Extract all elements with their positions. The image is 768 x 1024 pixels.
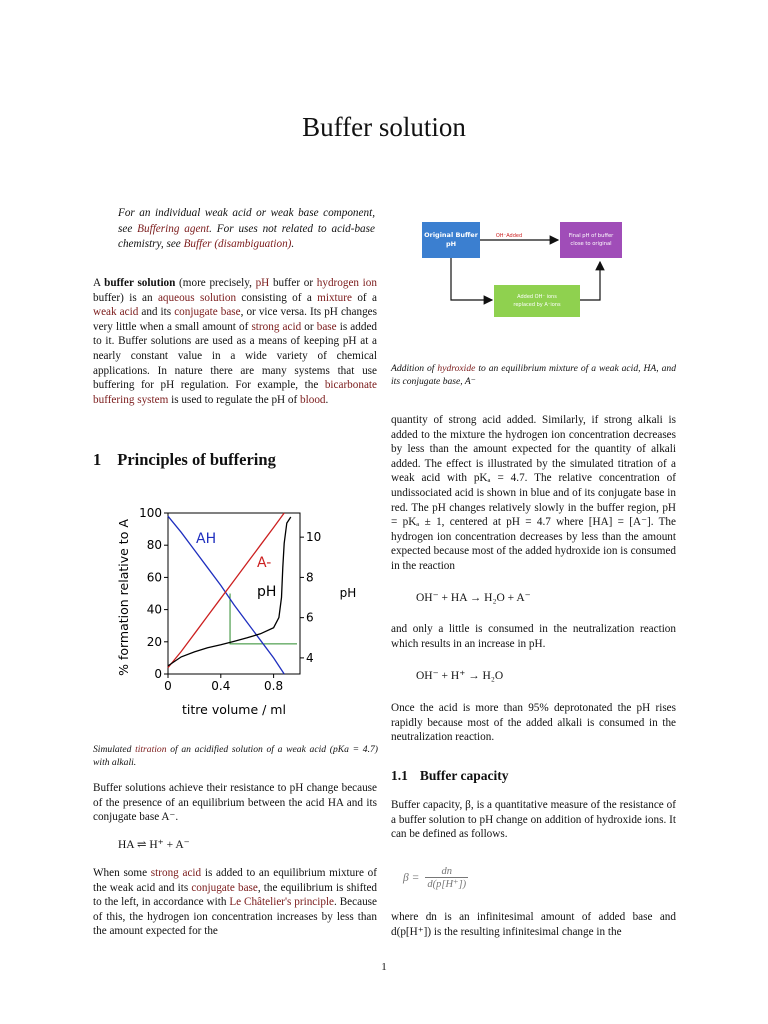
intro-text: .: [325, 393, 329, 406]
y-left-tick-label: 100: [139, 506, 162, 520]
link-hydroxide[interactable]: hydroxide: [437, 363, 476, 374]
caption-text-2: of an acidified solution of a weak acid (pKa = 4.7) with alkali.: [93, 744, 378, 768]
series-label-ah: AH: [196, 531, 217, 547]
chart-lines: [168, 513, 297, 674]
intro-text: or: [301, 320, 317, 333]
link-bicarbonate-buffering-system[interactable]: bicarbonate buffering system: [93, 379, 377, 406]
section-title: Buffer capacity: [419, 768, 509, 783]
intro-text: (more precisely,: [175, 277, 256, 289]
y-left-tick-label: 80: [146, 538, 162, 553]
caption-text: Addition of: [391, 363, 438, 374]
section-number: 1.1: [391, 768, 408, 783]
equation-neutralization: OH⁻ + H⁺ → H₂O: [416, 670, 504, 682]
equation-lhs: β =: [403, 872, 420, 884]
x-tick-label: 0.8: [264, 679, 284, 693]
equation-dissociation: HA ⇌ H⁺ + A⁻: [118, 839, 190, 851]
y-left-tick-label: 40: [146, 602, 162, 617]
y-right-tick-label: 6: [306, 610, 314, 625]
hatnote: [118, 206, 375, 253]
y-right-tick-label: 4: [306, 650, 314, 665]
y-right-tick-label: 8: [306, 570, 314, 585]
intro-text: and its: [138, 306, 175, 319]
paragraph-neutralization: and only a little is consumed in the neutralization reaction which results in an increase in pH.: [391, 623, 676, 650]
diagram-box-final-label: Final pH of buffer close to original: [568, 233, 614, 247]
intro-text: is added to it. Buffer solutions are used as a means of keeping pH at a nearly constant value in a wide variety of chemical applications. In nature there are many systems that use buffering for pH regulation. For example, the: [93, 320, 377, 392]
link-hydrogen-ion[interactable]: hydrogen ion: [316, 277, 377, 289]
chart-frame: [168, 513, 300, 674]
equation-hydroxide-acid: OH⁻ + HA → H₂O + A⁻: [416, 592, 531, 604]
diagram-arrow-label: OH⁻Added: [495, 233, 523, 239]
y-right-tick-label: 10: [306, 530, 322, 545]
x-tick-label: 0: [164, 679, 172, 693]
link-conjugate-base-2[interactable]: conjugate base: [191, 881, 258, 894]
diagram-box-final: [560, 222, 622, 258]
para-text: , the equilibrium is shifted to the left, in accordance with: [93, 881, 377, 909]
diagram-box-replaced-label: Added OH⁻ ions replaced by A⁻ions: [513, 294, 561, 308]
caption-text: Simulated: [93, 744, 136, 755]
equation-denominator: d(p[H⁺]): [427, 879, 467, 890]
paragraph-deprotonation: Once the acid is more than 95% deprotonated the pH rises rapidly because most of the added alkali is consumed in the neutralization reaction.: [391, 702, 676, 744]
link-buffering-agent[interactable]: Buffering agent: [137, 222, 210, 235]
link-weak-acid[interactable]: weak acid: [93, 306, 139, 319]
diagram-arrow-up: [580, 262, 600, 300]
equation-numerator: dn: [441, 866, 453, 877]
section-heading-principles: [93, 450, 276, 470]
para-text: . Because of this, the hydrogen ion concentration increases by less than the amount expected for the: [93, 896, 377, 938]
diagram-caption: [391, 362, 676, 388]
intro-bold-term: buffer solution: [104, 277, 176, 289]
paragraph-equilibrium: Buffer solutions achieve their resistance to pH change because of the presence of an equilibrium between the acid HA and its conjugate base A⁻.: [93, 782, 377, 824]
x-axis-label: titre volume / ml: [182, 702, 286, 717]
intro-text: A: [93, 277, 105, 289]
para-text: When some: [93, 867, 151, 879]
intro-text: , or vice versa. Its pH changes very little when a small amount of: [93, 306, 377, 333]
intro-text: is used to regulate the pH of: [168, 393, 301, 406]
link-ph[interactable]: pH: [255, 277, 270, 289]
intro-text: consisting of a: [236, 291, 318, 304]
y-left-axis-label: % formation relative to A: [116, 519, 131, 676]
hatnote-text: For an individual weak acid or weak base component, see: [118, 207, 375, 235]
half-equivalence-guide: [230, 594, 297, 644]
hatnote-text-2: . For uses not related to acid-base chemistry, see: [118, 222, 375, 251]
intro-paragraph: [93, 276, 377, 407]
chart-caption: [93, 743, 378, 769]
intro-text: buffer or: [269, 277, 317, 289]
link-buffer-disambiguation[interactable]: Buffer (disambiguation): [183, 238, 292, 251]
y-left-tick-label: 0: [154, 667, 162, 681]
y-left-tick-label: 20: [146, 634, 162, 649]
diagram-box-replaced: [494, 285, 580, 317]
buffer-diagram: [418, 218, 680, 323]
intro-text: of a: [351, 291, 377, 304]
y-left-tick-label: 60: [146, 570, 162, 585]
equation-buffer-capacity: [403, 866, 468, 890]
hatnote-text-3: .: [291, 238, 295, 251]
para-text: is added to an equilibrium mixture of the weak acid and its: [93, 867, 378, 894]
series-label-ph: pH: [257, 584, 277, 600]
link-base[interactable]: base: [316, 320, 337, 333]
section-heading-buffer-capacity: [391, 768, 508, 784]
page-title: Buffer solution: [302, 112, 466, 142]
link-conjugate-base[interactable]: conjugate base: [174, 306, 241, 319]
link-strong-acid[interactable]: strong acid: [251, 320, 302, 333]
link-strong-acid-2[interactable]: strong acid: [150, 867, 202, 879]
chart-labels: [116, 506, 356, 717]
series-label-a-minus: A-: [257, 555, 272, 571]
diagram-arrow-down: [451, 258, 492, 300]
y-right-axis-label: pH: [339, 586, 357, 600]
titration-chart: [110, 500, 380, 722]
link-aqueous-solution[interactable]: aqueous solution: [157, 291, 237, 304]
section-number: 1: [93, 450, 102, 469]
diagram-box-original-label: Original Buffer pH: [424, 231, 478, 248]
link-blood[interactable]: blood: [300, 393, 326, 406]
section-title: Principles of buffering: [117, 450, 276, 469]
caption-text-2: to an equilibrium mixture of a weak acid, HA, and its conjugate base, A⁻: [391, 363, 676, 387]
paragraph-buffer-capacity: Buffer capacity, β, is a quantitative measure of the resistance of a buffer solution to pH change on addition of hydroxide ions. It can be defined as follows.: [391, 799, 676, 841]
link-titration[interactable]: titration: [135, 744, 167, 755]
link-le-chateliers-principle[interactable]: Le Châtelier's principle: [229, 896, 335, 909]
paragraph-le-chatelier: [93, 866, 377, 939]
page-number: 1: [381, 961, 387, 973]
paragraph-infinitesimal: where dn is an infinitesimal amount of added base and d(p[H⁺]) is the resulting infinitesimal change in the: [391, 911, 676, 938]
intro-text: buffer) is an: [93, 291, 158, 304]
plot-border: [168, 513, 300, 674]
x-tick-label: 0.4: [211, 679, 231, 693]
paragraph-titration-effect: quantity of strong acid added. Similarly, if strong alkali is added to the mixture the hydrogen ion concentration decreases by less than the amount expected for the quantity of alkali added. The effect is illustrated by the simulated titration of a weak acid with pKₐ = 4.7. The relative concentration of undissociated acid is shown in blue and of its conjugate base in red. The pH changes relatively slowly in the buffer region, pH = pKₐ ± 1, centered at pH = 4.7 where [HA] = [A⁻]. The hydrogen ion concentration decreases by less than the amount expected because most of the added hydroxide ion is consumed in the reaction: [391, 414, 676, 572]
link-mixture[interactable]: mixture: [317, 291, 352, 304]
